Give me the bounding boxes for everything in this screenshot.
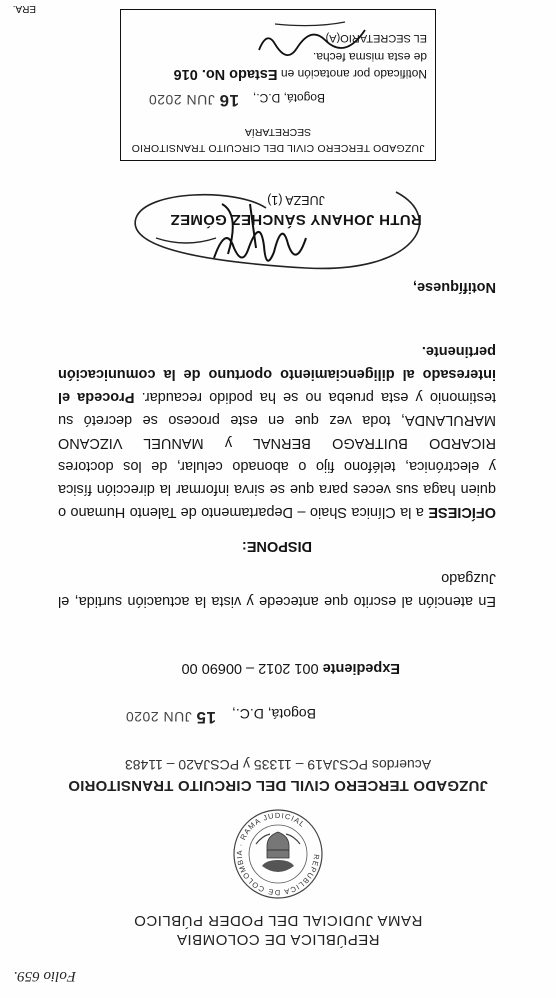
expediente-line (182, 660, 400, 676)
stamp-same-date: de esta misma fecha. (312, 50, 427, 64)
expediente-label: Expediente (322, 660, 400, 676)
folio-number: Folio 659. (13, 968, 76, 984)
stamp-department: SECRETARÍA (244, 126, 312, 138)
order-text: a la Clínica Shaio – Departamento de Talento Humano o quien haga sus veces para que se sirva informar la dirección física y electrónica, teléfono fijo o abonado celular, de los doctores RICARDO BUITRAGO BERNAL y MANUEL VIZCANO MARULANDA, toda vez que en este proceso se decretó su testimonio y esta prueba no se ha podido recaudar. (58, 389, 496, 520)
stamp-court-name: JUZGADO TERCERO CIVIL DEL CIRCUITO TRANSITORIO (131, 142, 425, 154)
oficiese-label: OFÍCIESE (428, 504, 496, 520)
proceda-text: Proceda el interesado al diligenciamiento oportuno de la comunicación pertinente. (58, 343, 496, 405)
stamp-date-day: 16 (219, 91, 239, 110)
notification-stamp-box (120, 9, 436, 161)
stamp-city: Bogotá, D.C., (252, 91, 325, 105)
court-name: JUZGADO TERCERO CIVIL DEL CIRCUITO TRANSITORIO (68, 777, 488, 794)
intro-paragraph: En atención al escrito que antecede y vista la actuación surtida, el Juzgado (58, 570, 496, 609)
secretary-signature (255, 15, 375, 70)
notify-line: Notifíquese, (413, 279, 496, 295)
stamp-date-rest: JUN 2020 (148, 92, 215, 108)
branch-heading: RAMA JUDICIAL DEL PODER PÚBLICO (133, 912, 423, 929)
stamp-secretary: EL SECRETARIO(A) (325, 32, 427, 44)
agreements-line: Acuerdos PCSJA19 – 11335 y PCSJA20 – 11483 (124, 757, 432, 773)
order-paragraph (58, 339, 496, 523)
expediente-number: 001 2012 – 00690 00 (181, 660, 319, 676)
coat-of-arms-seal-icon (232, 808, 324, 900)
order-date-rest: JUN 2020 (125, 709, 192, 725)
judge-role: JUEZA (1) (267, 193, 325, 207)
seal-text: REPUBLICA DE COLOMBIA · RAMA JUDICIAL (234, 810, 322, 898)
footer-code: ERA. (12, 3, 36, 14)
judge-name: RUTH JOHANY SÁNCHEZ GÓMEZ (170, 211, 422, 228)
order-date-day: 15 (196, 708, 216, 727)
order-date-stamp (125, 707, 216, 727)
stamp-notified-label: Notificado por anotación en (280, 67, 427, 81)
stamp-estado-number: Estado No. 016 (173, 66, 278, 82)
order-place: Bogotá, D.C., (231, 706, 316, 722)
stamp-date (148, 90, 239, 110)
country-heading: REPÚBLICA DE COLOMBIA (176, 931, 380, 948)
dispone-heading: DISPONE: (241, 538, 313, 554)
